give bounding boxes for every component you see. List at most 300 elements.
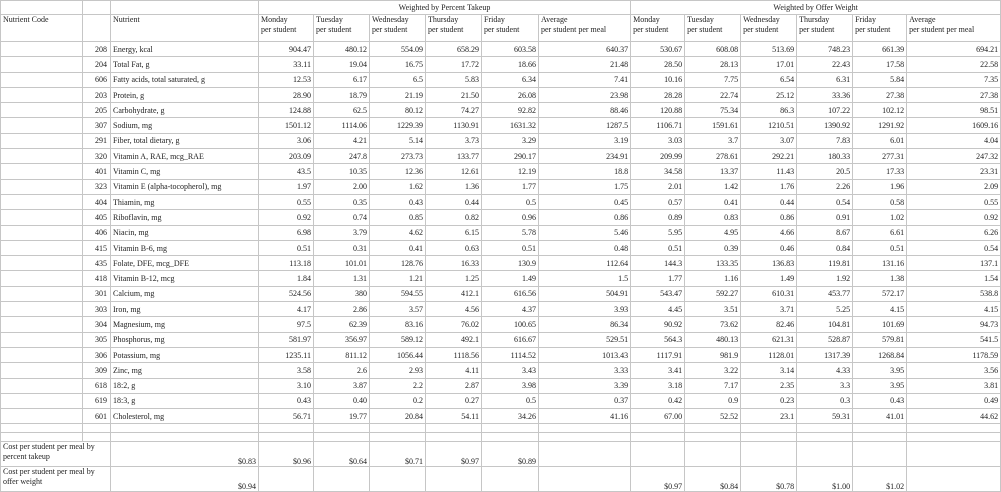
percent-takeup-value: 80.12 — [370, 103, 426, 118]
nutrient-code: 309 — [83, 363, 111, 378]
nutrient-code: 304 — [83, 317, 111, 332]
cost-cell: $0.84 — [685, 467, 741, 492]
offer-weight-value: 5.84 — [853, 72, 907, 87]
offer-weight-value: 292.21 — [741, 149, 797, 164]
offer-weight-value: 3.03 — [631, 133, 685, 148]
offer-weight-value: 2.09 — [907, 179, 1001, 194]
offer-weight-value: 28.13 — [685, 57, 741, 72]
offer-weight-value: 33.36 — [797, 87, 853, 102]
group-header-offer-weight: Weighted by Offer Weight — [631, 1, 1001, 15]
offer-weight-value: 1390.92 — [797, 118, 853, 133]
offer-weight-value: 3.41 — [631, 363, 685, 378]
offer-weight-value: 6.54 — [741, 72, 797, 87]
offer-weight-value: 73.62 — [685, 317, 741, 332]
percent-takeup-value: 133.77 — [426, 149, 482, 164]
offer-weight-value: 5.95 — [631, 225, 685, 240]
percent-takeup-value: 3.43 — [482, 363, 539, 378]
nutrient-name: Energy, kcal — [111, 42, 259, 57]
offer-weight-value: 1291.92 — [853, 118, 907, 133]
percent-takeup-value: 1287.5 — [539, 118, 631, 133]
percent-takeup-value: 3.87 — [314, 378, 370, 393]
offer-weight-value: 120.88 — [631, 103, 685, 118]
percent-takeup-value: 4.62 — [370, 225, 426, 240]
percent-takeup-value: 1130.91 — [426, 118, 482, 133]
offer-weight-value: 2.26 — [797, 179, 853, 194]
day-header: Wednesday per student — [370, 15, 426, 42]
percent-takeup-value: 380 — [314, 286, 370, 301]
offer-weight-value: 0.54 — [907, 240, 1001, 255]
offer-weight-value: 1.54 — [907, 271, 1001, 286]
percent-takeup-value: 6.34 — [482, 72, 539, 87]
percent-takeup-value: 0.41 — [370, 240, 426, 255]
percent-takeup-value: 88.46 — [539, 103, 631, 118]
table-row — [1, 149, 1001, 164]
group-header-percent-takeup: Weighted by Percent Takeup — [259, 1, 631, 15]
nutrient-name: Thiamin, mg — [111, 194, 259, 209]
offer-weight-value: 23.1 — [741, 409, 797, 424]
nutrient-name: Riboflavin, mg — [111, 210, 259, 225]
percent-takeup-value: 290.17 — [482, 149, 539, 164]
day-header: Thursday per student — [426, 15, 482, 42]
percent-takeup-value: 92.82 — [482, 103, 539, 118]
percent-takeup-value: 28.90 — [259, 87, 314, 102]
percent-takeup-value: 19.77 — [314, 409, 370, 424]
offer-weight-value: 59.31 — [797, 409, 853, 424]
day-header: Monday per student — [631, 15, 685, 42]
offer-weight-value: 661.39 — [853, 42, 907, 57]
offer-weight-value: 1609.16 — [907, 118, 1001, 133]
nutrient-name: 18:2, g — [111, 378, 259, 393]
offer-weight-value: 4.04 — [907, 133, 1001, 148]
table-row — [1, 72, 1001, 87]
offer-weight-value: 17.33 — [853, 164, 907, 179]
percent-takeup-value: 128.76 — [370, 256, 426, 271]
percent-takeup-value: 1056.44 — [370, 347, 426, 362]
offer-weight-value: 0.49 — [907, 393, 1001, 408]
percent-takeup-value: 5.46 — [539, 225, 631, 240]
percent-takeup-value: 1.84 — [259, 271, 314, 286]
percent-takeup-value: 1.21 — [370, 271, 426, 286]
table-row — [1, 256, 1001, 271]
offer-weight-value: 8.67 — [797, 225, 853, 240]
offer-weight-value: 4.45 — [631, 302, 685, 317]
percent-takeup-value: 273.73 — [370, 149, 426, 164]
blank-cell — [1, 317, 83, 332]
offer-weight-value: 278.61 — [685, 149, 741, 164]
offer-weight-value: 131.16 — [853, 256, 907, 271]
offer-weight-value: 3.3 — [797, 378, 853, 393]
offer-weight-value: 3.95 — [853, 378, 907, 393]
offer-weight-value: 6.26 — [907, 225, 1001, 240]
percent-takeup-value: 0.35 — [314, 194, 370, 209]
nutrient-code: 205 — [83, 103, 111, 118]
nutrient-name: Total Fat, g — [111, 57, 259, 72]
percent-takeup-value: 124.88 — [259, 103, 314, 118]
nutrient-name: Iron, mg — [111, 302, 259, 317]
offer-weight-value: 0.43 — [853, 393, 907, 408]
nutrient-code: 307 — [83, 118, 111, 133]
offer-weight-value: 101.69 — [853, 317, 907, 332]
nutrient-code: 601 — [83, 409, 111, 424]
offer-weight-value: 748.23 — [797, 42, 853, 57]
nutrient-code: 406 — [83, 225, 111, 240]
nutrient-name: Vitamin B-12, mcg — [111, 271, 259, 286]
percent-takeup-value: 529.51 — [539, 332, 631, 347]
offer-weight-value: 3.56 — [907, 363, 1001, 378]
percent-takeup-value: 4.56 — [426, 302, 482, 317]
nutrient-code: 301 — [83, 286, 111, 301]
spacer-row — [1, 424, 1001, 433]
nutrient-name: Niacin, mg — [111, 225, 259, 240]
cost-cell: $0.78 — [741, 467, 797, 492]
offer-weight-value: 4.95 — [685, 225, 741, 240]
header-row-days — [1, 15, 1001, 42]
offer-weight-value: 90.92 — [631, 317, 685, 332]
offer-weight-value: 209.99 — [631, 149, 685, 164]
nutrient-name: Fiber, total dietary, g — [111, 133, 259, 148]
percent-takeup-value: 62.5 — [314, 103, 370, 118]
percent-takeup-value: 504.91 — [539, 286, 631, 301]
nutrient-name: Folate, DFE, mcg_DFE — [111, 256, 259, 271]
nutrient-code: 291 — [83, 133, 111, 148]
offer-weight-value: 82.46 — [741, 317, 797, 332]
cost-overall: $0.94 — [111, 467, 259, 492]
offer-weight-value: 13.37 — [685, 164, 741, 179]
offer-weight-value: 28.28 — [631, 87, 685, 102]
percent-takeup-value: 3.57 — [370, 302, 426, 317]
day-header: Tuesday per student — [314, 15, 370, 42]
percent-takeup-value: 62.39 — [314, 317, 370, 332]
table-row — [1, 393, 1001, 408]
percent-takeup-value: 3.10 — [259, 378, 314, 393]
percent-takeup-value: 811.12 — [314, 347, 370, 362]
offer-weight-value: 480.13 — [685, 332, 741, 347]
percent-takeup-value: 74.27 — [426, 103, 482, 118]
blank-cell — [1, 302, 83, 317]
nutrient-name: Sodium, mg — [111, 118, 259, 133]
nutrient-code: 208 — [83, 42, 111, 57]
offer-weight-value: 1.49 — [741, 271, 797, 286]
percent-takeup-value: 0.74 — [314, 210, 370, 225]
offer-weight-value: 1.42 — [685, 179, 741, 194]
percent-takeup-value: 1.49 — [482, 271, 539, 286]
blank-cell — [1, 225, 83, 240]
percent-takeup-value: 203.09 — [259, 149, 314, 164]
nutrient-name: Zinc, mg — [111, 363, 259, 378]
nutrient-name: Vitamin B-6, mg — [111, 240, 259, 255]
cost-overall: $0.83 — [111, 442, 259, 467]
offer-weight-value: 22.74 — [685, 87, 741, 102]
percent-takeup-value: 54.11 — [426, 409, 482, 424]
nutrient-code: 306 — [83, 347, 111, 362]
offer-weight-value: 579.81 — [853, 332, 907, 347]
blank-cell — [1, 149, 83, 164]
nutrient-code: 404 — [83, 194, 111, 209]
offer-weight-value: 572.17 — [853, 286, 907, 301]
cost-cell: $1.02 — [853, 467, 907, 492]
table-row — [1, 409, 1001, 424]
offer-weight-value: 86.3 — [741, 103, 797, 118]
blank-cell — [1, 194, 83, 209]
table-row — [1, 286, 1001, 301]
offer-weight-value: 592.27 — [685, 286, 741, 301]
percent-takeup-value: 5.83 — [426, 72, 482, 87]
offer-weight-value: 0.41 — [685, 194, 741, 209]
offer-weight-value: 541.5 — [907, 332, 1001, 347]
offer-weight-value: 1117.91 — [631, 347, 685, 362]
offer-weight-value: 1128.01 — [741, 347, 797, 362]
nutrient-code: 618 — [83, 378, 111, 393]
offer-weight-value: 1.38 — [853, 271, 907, 286]
table-row — [1, 42, 1001, 57]
table-row — [1, 317, 1001, 332]
nutrient-code: 405 — [83, 210, 111, 225]
offer-weight-value: 538.8 — [907, 286, 1001, 301]
percent-takeup-value: 21.50 — [426, 87, 482, 102]
offer-weight-value: 3.71 — [741, 302, 797, 317]
percent-takeup-value: 0.51 — [259, 240, 314, 255]
percent-takeup-value: 1.62 — [370, 179, 426, 194]
percent-takeup-value: 1.97 — [259, 179, 314, 194]
offer-weight-value: 0.58 — [853, 194, 907, 209]
percent-takeup-value: 2.00 — [314, 179, 370, 194]
percent-takeup-value: 0.27 — [426, 393, 482, 408]
table-row — [1, 332, 1001, 347]
offer-weight-value: 453.77 — [797, 286, 853, 301]
table-row — [1, 363, 1001, 378]
offer-weight-value: 6.61 — [853, 225, 907, 240]
percent-takeup-value: 6.5 — [370, 72, 426, 87]
offer-weight-value: 694.21 — [907, 42, 1001, 57]
blank-cell — [1, 378, 83, 393]
offer-weight-value: 530.67 — [631, 42, 685, 57]
percent-takeup-value: 12.36 — [370, 164, 426, 179]
nutrient-code: 418 — [83, 271, 111, 286]
offer-weight-value: 513.69 — [741, 42, 797, 57]
nutrient-name: Cholesterol, mg — [111, 409, 259, 424]
percent-takeup-value: 356.97 — [314, 332, 370, 347]
blank-cell — [1, 393, 83, 408]
offer-weight-value: 107.22 — [797, 103, 853, 118]
offer-weight-value: 1.02 — [853, 210, 907, 225]
percent-takeup-value: 10.35 — [314, 164, 370, 179]
cost-label: Cost per student per meal by offer weight — [1, 467, 111, 492]
header-row-group — [1, 1, 1001, 15]
percent-takeup-value: 0.31 — [314, 240, 370, 255]
percent-takeup-value: 0.63 — [426, 240, 482, 255]
nutrient-name: Magnesium, mg — [111, 317, 259, 332]
offer-weight-value: 3.18 — [631, 378, 685, 393]
offer-weight-value: 3.07 — [741, 133, 797, 148]
nutrient-name: Potassium, mg — [111, 347, 259, 362]
nutrient-code: 401 — [83, 164, 111, 179]
percent-takeup-value: 1.36 — [426, 179, 482, 194]
cost-label: Cost per student per meal by percent takeup — [1, 442, 111, 467]
table-row — [1, 271, 1001, 286]
offer-weight-value: 34.58 — [631, 164, 685, 179]
offer-weight-value: 2.35 — [741, 378, 797, 393]
percent-takeup-value: 0.44 — [426, 194, 482, 209]
nutrient-code: 619 — [83, 393, 111, 408]
average-header: Average per student per meal — [539, 15, 631, 42]
blank-cell — [1, 363, 83, 378]
blank-cell — [1, 133, 83, 148]
percent-takeup-value: 581.97 — [259, 332, 314, 347]
percent-takeup-value: 3.73 — [426, 133, 482, 148]
percent-takeup-value: 0.55 — [259, 194, 314, 209]
offer-weight-value: 17.01 — [741, 57, 797, 72]
offer-weight-value: 0.91 — [797, 210, 853, 225]
offer-weight-value: 4.66 — [741, 225, 797, 240]
blank-cell — [1, 286, 83, 301]
percent-takeup-value: 18.8 — [539, 164, 631, 179]
percent-takeup-value: 23.98 — [539, 87, 631, 102]
percent-takeup-value: 1118.56 — [426, 347, 482, 362]
percent-takeup-value: 113.18 — [259, 256, 314, 271]
percent-takeup-value: 100.65 — [482, 317, 539, 332]
offer-weight-value: 1178.59 — [907, 347, 1001, 362]
average-header: Average per student per meal — [907, 15, 1001, 42]
offer-weight-value: 20.5 — [797, 164, 853, 179]
offer-weight-value: 27.38 — [907, 87, 1001, 102]
percent-takeup-value: 1235.11 — [259, 347, 314, 362]
day-header: Wednesday per student — [741, 15, 797, 42]
percent-takeup-value: 3.06 — [259, 133, 314, 148]
percent-takeup-value: 594.55 — [370, 286, 426, 301]
cost-row-percent-takeup — [1, 442, 1001, 467]
cost-cell: $0.97 — [426, 442, 482, 467]
percent-takeup-value: 2.6 — [314, 363, 370, 378]
table-row — [1, 103, 1001, 118]
offer-weight-value: 4.15 — [853, 302, 907, 317]
percent-takeup-value: 3.93 — [539, 302, 631, 317]
percent-takeup-value: 247.8 — [314, 149, 370, 164]
percent-takeup-value: 1.75 — [539, 179, 631, 194]
offer-weight-value: 1106.71 — [631, 118, 685, 133]
blank-cell — [1, 240, 83, 255]
offer-weight-value: 67.00 — [631, 409, 685, 424]
table-row — [1, 347, 1001, 362]
percent-takeup-value: 234.91 — [539, 149, 631, 164]
offer-weight-value: 0.44 — [741, 194, 797, 209]
offer-weight-value: 1.76 — [741, 179, 797, 194]
offer-weight-value: 94.73 — [907, 317, 1001, 332]
nutrient-name: Phosphorus, mg — [111, 332, 259, 347]
offer-weight-value: 27.38 — [853, 87, 907, 102]
blank-cell — [1, 87, 83, 102]
offer-weight-value: 4.33 — [797, 363, 853, 378]
offer-weight-value: 3.7 — [685, 133, 741, 148]
offer-weight-value: 25.12 — [741, 87, 797, 102]
offer-weight-value: 102.12 — [853, 103, 907, 118]
table-row — [1, 87, 1001, 102]
offer-weight-value: 0.55 — [907, 194, 1001, 209]
percent-takeup-value: 3.33 — [539, 363, 631, 378]
offer-weight-value: 2.01 — [631, 179, 685, 194]
offer-weight-value: 6.01 — [853, 133, 907, 148]
offer-weight-value: 7.75 — [685, 72, 741, 87]
percent-takeup-value: 603.58 — [482, 42, 539, 57]
offer-weight-value: 981.9 — [685, 347, 741, 362]
percent-takeup-value: 2.87 — [426, 378, 482, 393]
percent-takeup-value: 1114.52 — [482, 347, 539, 362]
percent-takeup-value: 589.12 — [370, 332, 426, 347]
offer-weight-value: 52.52 — [685, 409, 741, 424]
offer-weight-value: 0.51 — [853, 240, 907, 255]
percent-takeup-value: 76.02 — [426, 317, 482, 332]
offer-weight-value: 0.9 — [685, 393, 741, 408]
nutrient-code: 323 — [83, 179, 111, 194]
percent-takeup-value: 0.45 — [539, 194, 631, 209]
nutrient-code: 606 — [83, 72, 111, 87]
offer-weight-value: 1317.39 — [797, 347, 853, 362]
percent-takeup-value: 658.29 — [426, 42, 482, 57]
offer-weight-value: 0.39 — [685, 240, 741, 255]
nutrient-name: 18:3, g — [111, 393, 259, 408]
percent-takeup-value: 554.09 — [370, 42, 426, 57]
percent-takeup-value: 0.43 — [259, 393, 314, 408]
percent-takeup-value: 2.2 — [370, 378, 426, 393]
nutrient-code: 415 — [83, 240, 111, 255]
table-row — [1, 164, 1001, 179]
blank-cell — [1, 42, 83, 57]
offer-weight-value: 1.92 — [797, 271, 853, 286]
percent-takeup-value: 5.14 — [370, 133, 426, 148]
percent-takeup-value: 2.93 — [370, 363, 426, 378]
percent-takeup-value: 0.48 — [539, 240, 631, 255]
offer-weight-value: 0.83 — [685, 210, 741, 225]
percent-takeup-value: 19.04 — [314, 57, 370, 72]
percent-takeup-value: 1229.39 — [370, 118, 426, 133]
blank-cell — [1, 332, 83, 347]
table-row — [1, 210, 1001, 225]
percent-takeup-value: 41.16 — [539, 409, 631, 424]
offer-weight-value: 119.81 — [797, 256, 853, 271]
percent-takeup-value: 3.79 — [314, 225, 370, 240]
offer-weight-value: 98.51 — [907, 103, 1001, 118]
day-header: Thursday per student — [797, 15, 853, 42]
offer-weight-value: 44.62 — [907, 409, 1001, 424]
percent-takeup-value: 0.85 — [370, 210, 426, 225]
percent-takeup-value: 4.37 — [482, 302, 539, 317]
offer-weight-value: 28.50 — [631, 57, 685, 72]
offer-weight-value: 0.92 — [907, 210, 1001, 225]
table-row — [1, 194, 1001, 209]
percent-takeup-value: 16.75 — [370, 57, 426, 72]
blank-cell — [1, 347, 83, 362]
table-row — [1, 302, 1001, 317]
nutrient-name: Protein, g — [111, 87, 259, 102]
nutrient-code: 320 — [83, 149, 111, 164]
percent-takeup-value: 1631.32 — [482, 118, 539, 133]
percent-takeup-value: 0.82 — [426, 210, 482, 225]
cost-cell: $0.71 — [370, 442, 426, 467]
offer-weight-value: 1268.84 — [853, 347, 907, 362]
day-header: Friday per student — [482, 15, 539, 42]
offer-weight-value: 0.23 — [741, 393, 797, 408]
offer-weight-value: 7.35 — [907, 72, 1001, 87]
offer-weight-value: 0.86 — [741, 210, 797, 225]
nutrient-code: 305 — [83, 332, 111, 347]
percent-takeup-value: 1013.43 — [539, 347, 631, 362]
blank-cell — [1, 409, 83, 424]
percent-takeup-value: 4.21 — [314, 133, 370, 148]
offer-weight-value: 22.43 — [797, 57, 853, 72]
cost-cell: $0.96 — [259, 442, 314, 467]
offer-weight-value: 75.34 — [685, 103, 741, 118]
percent-takeup-value: 34.26 — [482, 409, 539, 424]
offer-weight-value: 104.81 — [797, 317, 853, 332]
